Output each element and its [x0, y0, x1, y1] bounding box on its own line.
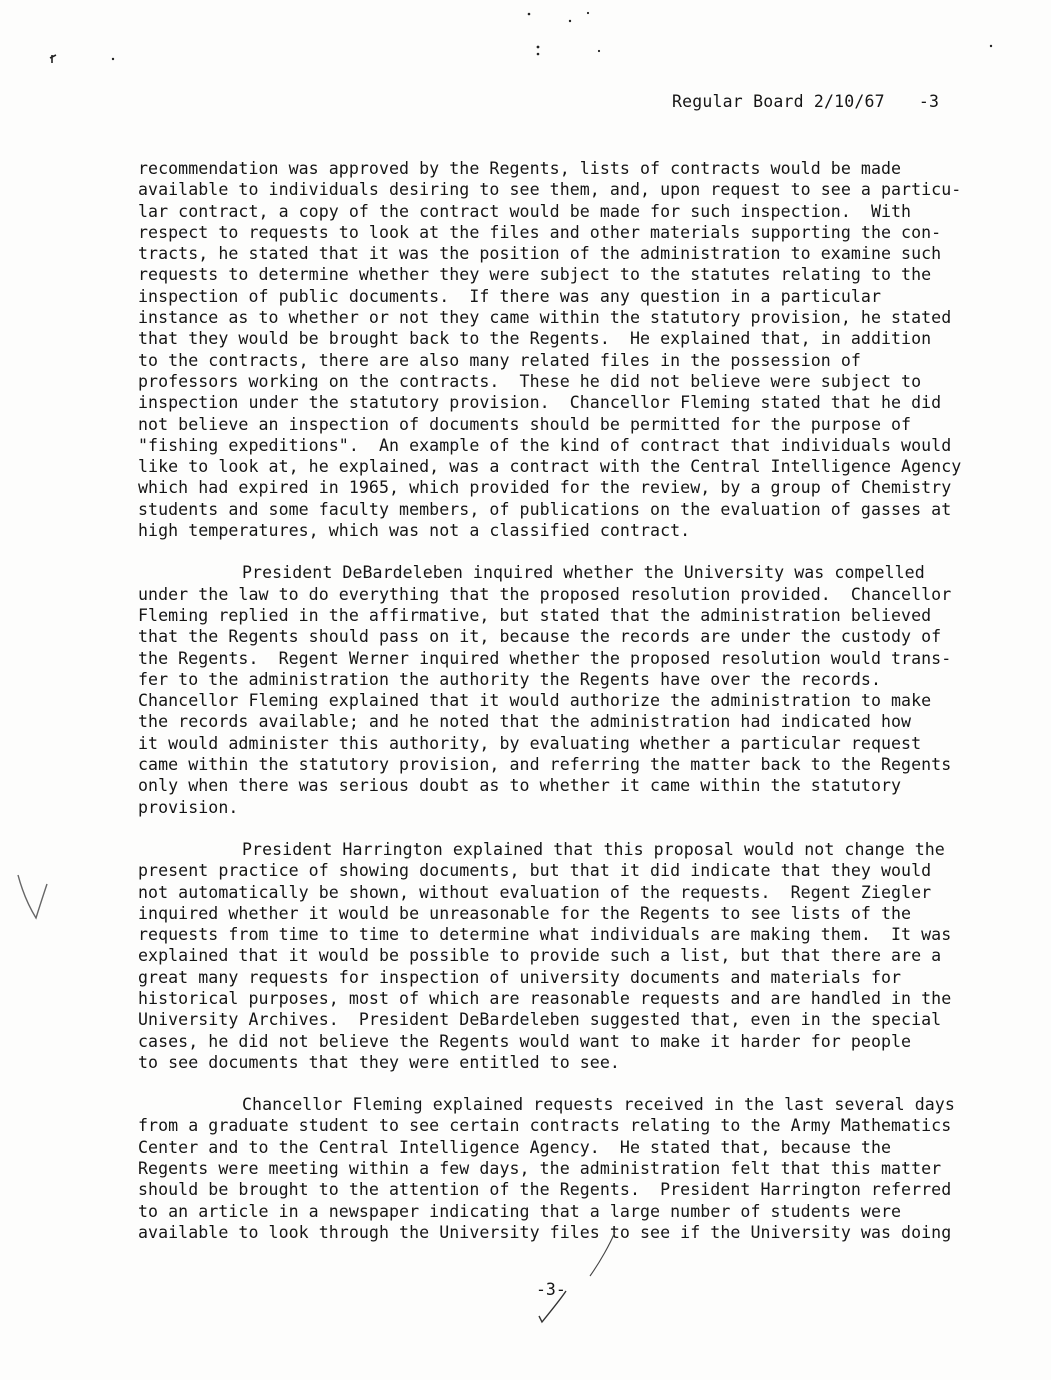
paragraph-line: the records available; and he noted that the administration had indicated how	[138, 712, 912, 732]
page-footer-number: -3-	[536, 1280, 566, 1299]
paragraph-line: instance as to whether or not they came within the statutory provision, he stated	[138, 308, 952, 328]
paragraph-line: requests to determine whether they were subject to the statutes relating to the	[138, 265, 932, 285]
paragraph-line: not believe an inspection of documents should be permitted for the purpose of	[138, 414, 912, 434]
paragraph-line: came within the statutory provision, and referring the matter back to the Regents	[138, 755, 952, 775]
paragraph-line: present practice of showing documents, but that it did indicate that they would	[138, 861, 932, 881]
paragraph-line: requests from time to time to determine what individuals are making them. It was	[138, 925, 952, 945]
paragraph-line: high temperatures, which was not a classified contract.	[138, 521, 691, 541]
paragraph-line: inspection under the statutory provision. Chancellor Fleming stated that he did	[138, 393, 942, 413]
paragraph-line: Chancellor Fleming explained that it would authorize the administration to make	[138, 691, 932, 711]
paragraph-line: professors working on the contracts. These he did not believe were subject to	[138, 371, 922, 391]
paragraph-line: tracts, he stated that it was the position of the administration to examine such	[138, 244, 942, 264]
paragraph-line: that they would be brought back to the Regents. He explained that, in addition	[138, 329, 932, 349]
paragraph-line: to see documents that they were entitled to see.	[138, 1052, 620, 1072]
header-page-number: -3	[918, 92, 940, 111]
paragraph-1	[138, 158, 1008, 541]
paragraph-line: President Harrington explained that this proposal would not change the	[242, 839, 945, 859]
paragraph-line: available to look through the University files to see if the University was doing	[138, 1222, 952, 1242]
paragraph-line: it would administer this authority, by evaluating whether a particular request	[138, 733, 922, 753]
paragraph-line: Center and to the Central Intelligence Agency. He stated that, because the	[138, 1137, 892, 1157]
paragraph-2	[138, 562, 1008, 818]
paragraph-line: not automatically be shown, without evaluation of the requests. Regent Ziegler	[138, 882, 932, 902]
paragraph-line: provision.	[138, 797, 239, 817]
paragraph-line: Chancellor Fleming explained requests received in the last several days	[242, 1095, 955, 1115]
paragraph-line: President DeBardeleben inquired whether the University was compelled	[242, 563, 925, 583]
margin-pencil-mark	[18, 875, 47, 918]
paragraph-line: students and some faculty members, of publications on the evaluation of gasses at	[138, 499, 952, 519]
paragraph-line: only when there was serious doubt as to whether it came within the statutory	[138, 776, 902, 796]
paragraph-line: explained that it would be possible to provide such a list, but that there are a	[138, 946, 942, 966]
paragraph-line: the Regents. Regent Werner inquired whether the proposed resolution would trans-	[138, 648, 952, 668]
corner-mark	[50, 55, 56, 63]
paragraph-line: Regents were meeting within a few days, the administration felt that this matter	[138, 1159, 942, 1179]
paragraph-line: that the Regents should pass on it, because the records are under the custody of	[138, 627, 942, 647]
speck-mark	[537, 53, 540, 56]
paragraph-line: to an article in a newspaper indicating that a large number of students were	[138, 1201, 902, 1221]
speck-mark	[537, 46, 540, 49]
paragraph-line: inspection of public documents. If there was any question in a particular	[138, 286, 881, 306]
speck-mark	[598, 50, 600, 52]
paragraph-line: great many requests for inspection of university documents and materials for	[138, 967, 902, 987]
paragraph-line: like to look at, he explained, was a contract with the Central Intelligence Agency	[138, 457, 962, 477]
paragraph-3	[138, 839, 1008, 1073]
paragraph-line: "fishing expeditions". An example of the kind of contract that individuals would	[138, 435, 952, 455]
paragraph-line: respect to requests to look at the files and other materials supporting the con-	[138, 222, 942, 242]
speck-mark	[587, 12, 589, 14]
paragraph-line: lar contract, a copy of the contract would be made for such inspection. With	[138, 201, 912, 221]
page-header	[672, 92, 939, 111]
speck-mark	[569, 20, 571, 22]
paragraph-4	[138, 1094, 1008, 1243]
paragraph-line: recommendation was approved by the Regents, lists of contracts would be made	[138, 159, 902, 178]
speck-mark	[990, 45, 992, 47]
paragraph-line: to the contracts, there are also many related files in the possession of	[138, 350, 861, 370]
paragraph-line: available to individuals desiring to see them, and, upon request to see a particu-	[138, 180, 962, 200]
paragraph-line: under the law to do everything that the proposed resolution provided. Chancellor	[138, 584, 952, 604]
paragraph-line: fer to the administration the authority the Regents have over the records.	[138, 669, 881, 689]
paragraph-line: which had expired in 1965, which provided for the review, by a group of Chemistry	[138, 478, 952, 498]
speck-mark	[528, 13, 531, 16]
speck-mark	[112, 58, 114, 60]
paragraph-line: cases, he did not believe the Regents would want to make it harder for people	[138, 1031, 912, 1051]
paragraph-line: historical purposes, most of which are reasonable requests and are handled in the	[138, 988, 952, 1008]
paragraph-line: University Archives. President DeBardeleben suggested that, even in the special	[138, 1010, 942, 1030]
paragraph-line: from a graduate student to see certain contracts relating to the Army Mathematics	[138, 1116, 952, 1136]
paragraph-line: Fleming replied in the affirmative, but stated that the administration believed	[138, 605, 932, 625]
document-body	[138, 158, 1008, 1264]
header-title: Regular Board 2/10/67	[672, 92, 885, 111]
paragraph-line: inquired whether it would be unreasonable for the Regents to see lists of the	[138, 903, 912, 923]
paragraph-line: should be brought to the attention of the Regents. President Harrington referred	[138, 1180, 952, 1200]
